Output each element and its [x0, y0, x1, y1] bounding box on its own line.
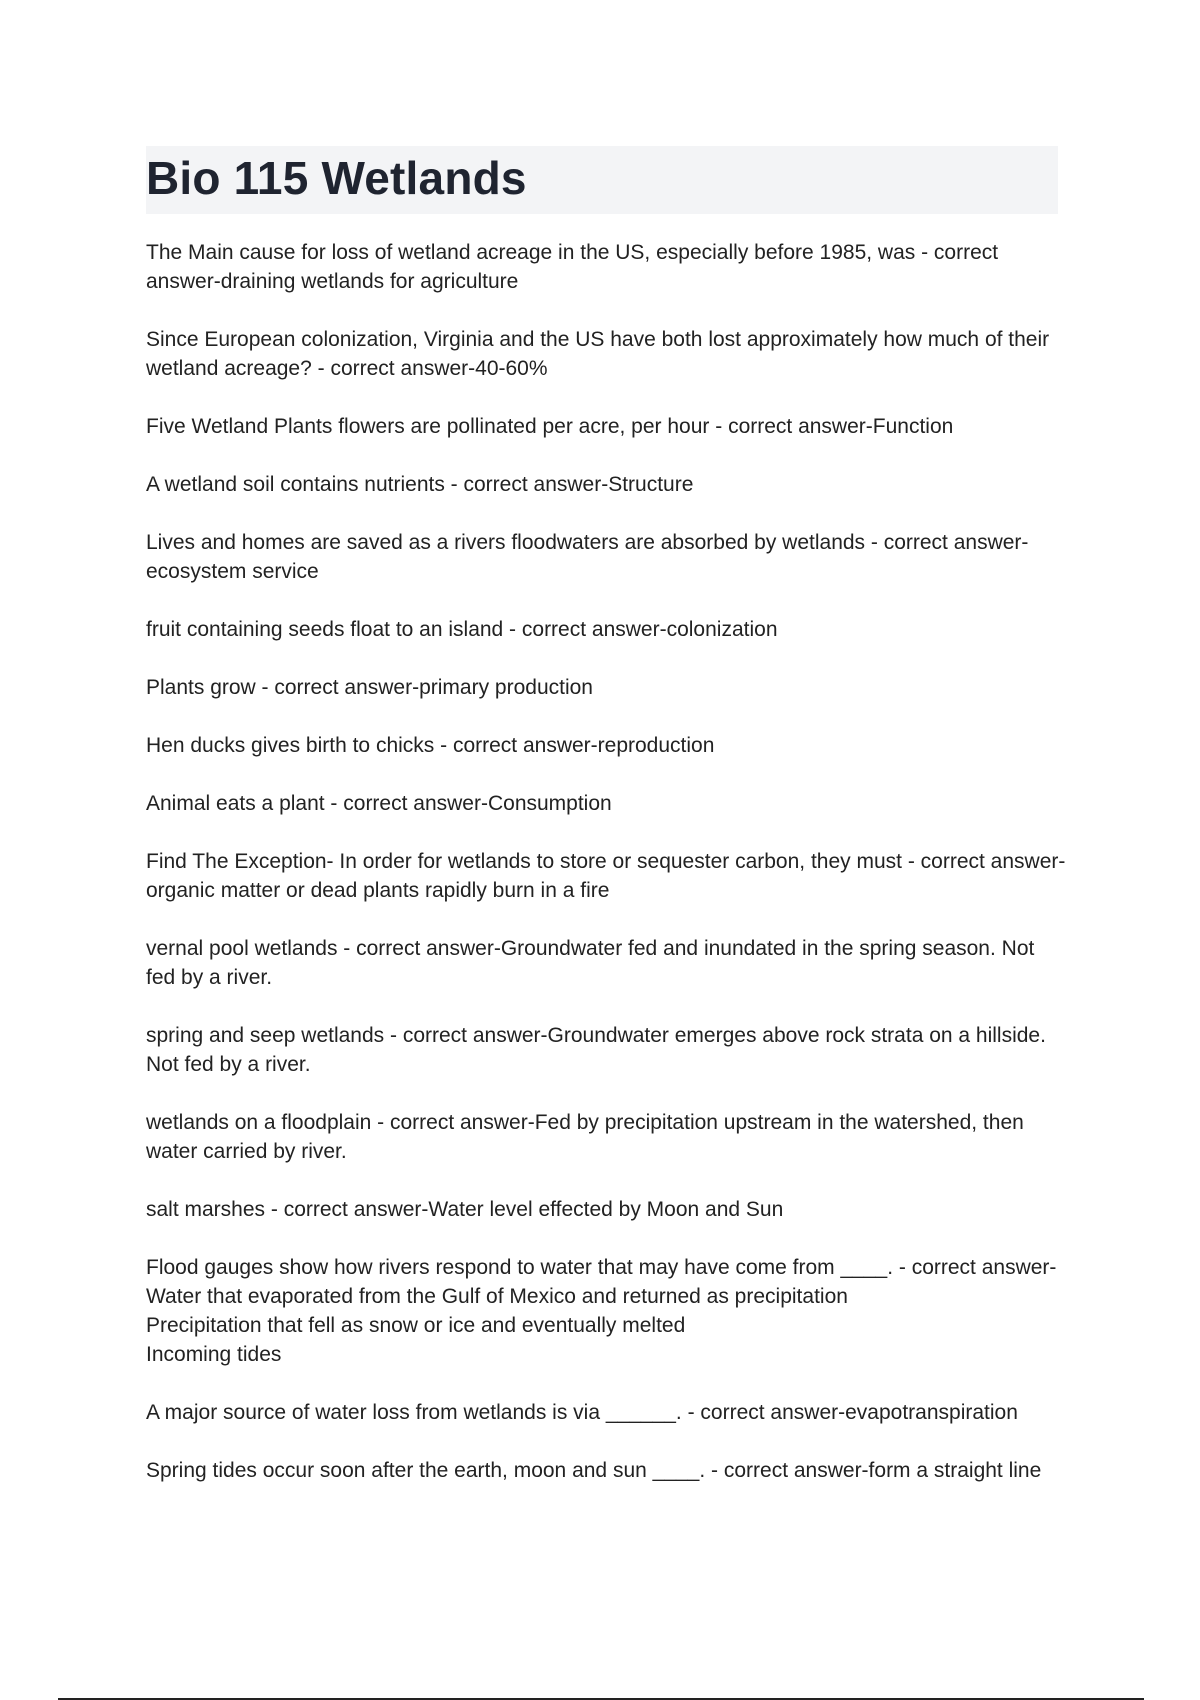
qa-item: Since European colonization, Virginia and the US have both lost approximately how much of their wetland acreage? - correct answer-40-60% [146, 328, 1050, 380]
qa-list [146, 238, 1066, 1514]
qa-item: Lives and homes are saved as a rivers floodwaters are absorbed by wetlands - correct answer-ecosystem service [146, 531, 1029, 583]
qa-item: Flood gauges show how rivers respond to water that may have come from ____. - correct answer-Water that evaporated from the Gulf of Mexico and returned as precipitation Precipitation that fell as snow or ice and eventually melted Incoming tides [146, 1256, 1057, 1366]
page-title: Bio 115 Wetlands [146, 152, 527, 204]
qa-item: wetlands on a floodplain - correct answer-Fed by precipitation upstream in the watershed, then water carried by river. [146, 1111, 1024, 1163]
qa-item: The Main cause for loss of wetland acreage in the US, especially before 1985, was - correct answer-draining wetlands for agriculture [146, 241, 999, 293]
qa-item: Plants grow - correct answer-primary production [146, 676, 593, 699]
qa-item: Animal eats a plant - correct answer-Consumption [146, 792, 612, 815]
qa-item: Five Wetland Plants flowers are pollinated per acre, per hour - correct answer-Function [146, 415, 954, 438]
qa-item: vernal pool wetlands - correct answer-Groundwater fed and inundated in the spring season. Not fed by a river. [146, 937, 1035, 989]
qa-item: Find The Exception- In order for wetlands to store or sequester carbon, they must - correct answer-organic matter or dead plants rapidly burn in a fire [146, 850, 1066, 902]
title-bar [146, 146, 1058, 214]
qa-item: Hen ducks gives birth to chicks - correct answer-reproduction [146, 734, 715, 757]
qa-item: fruit containing seeds float to an island - correct answer-colonization [146, 618, 778, 641]
qa-item: spring and seep wetlands - correct answer-Groundwater emerges above rock strata on a hillside. Not fed by a river. [146, 1024, 1046, 1076]
qa-item: A wetland soil contains nutrients - correct answer-Structure [146, 473, 694, 496]
qa-item: A major source of water loss from wetlands is via ______. - correct answer-evapotranspiration [146, 1401, 1018, 1424]
qa-item: salt marshes - correct answer-Water level effected by Moon and Sun [146, 1198, 784, 1221]
qa-item: Spring tides occur soon after the earth, moon and sun ____. - correct answer-form a straight line [146, 1459, 1042, 1482]
